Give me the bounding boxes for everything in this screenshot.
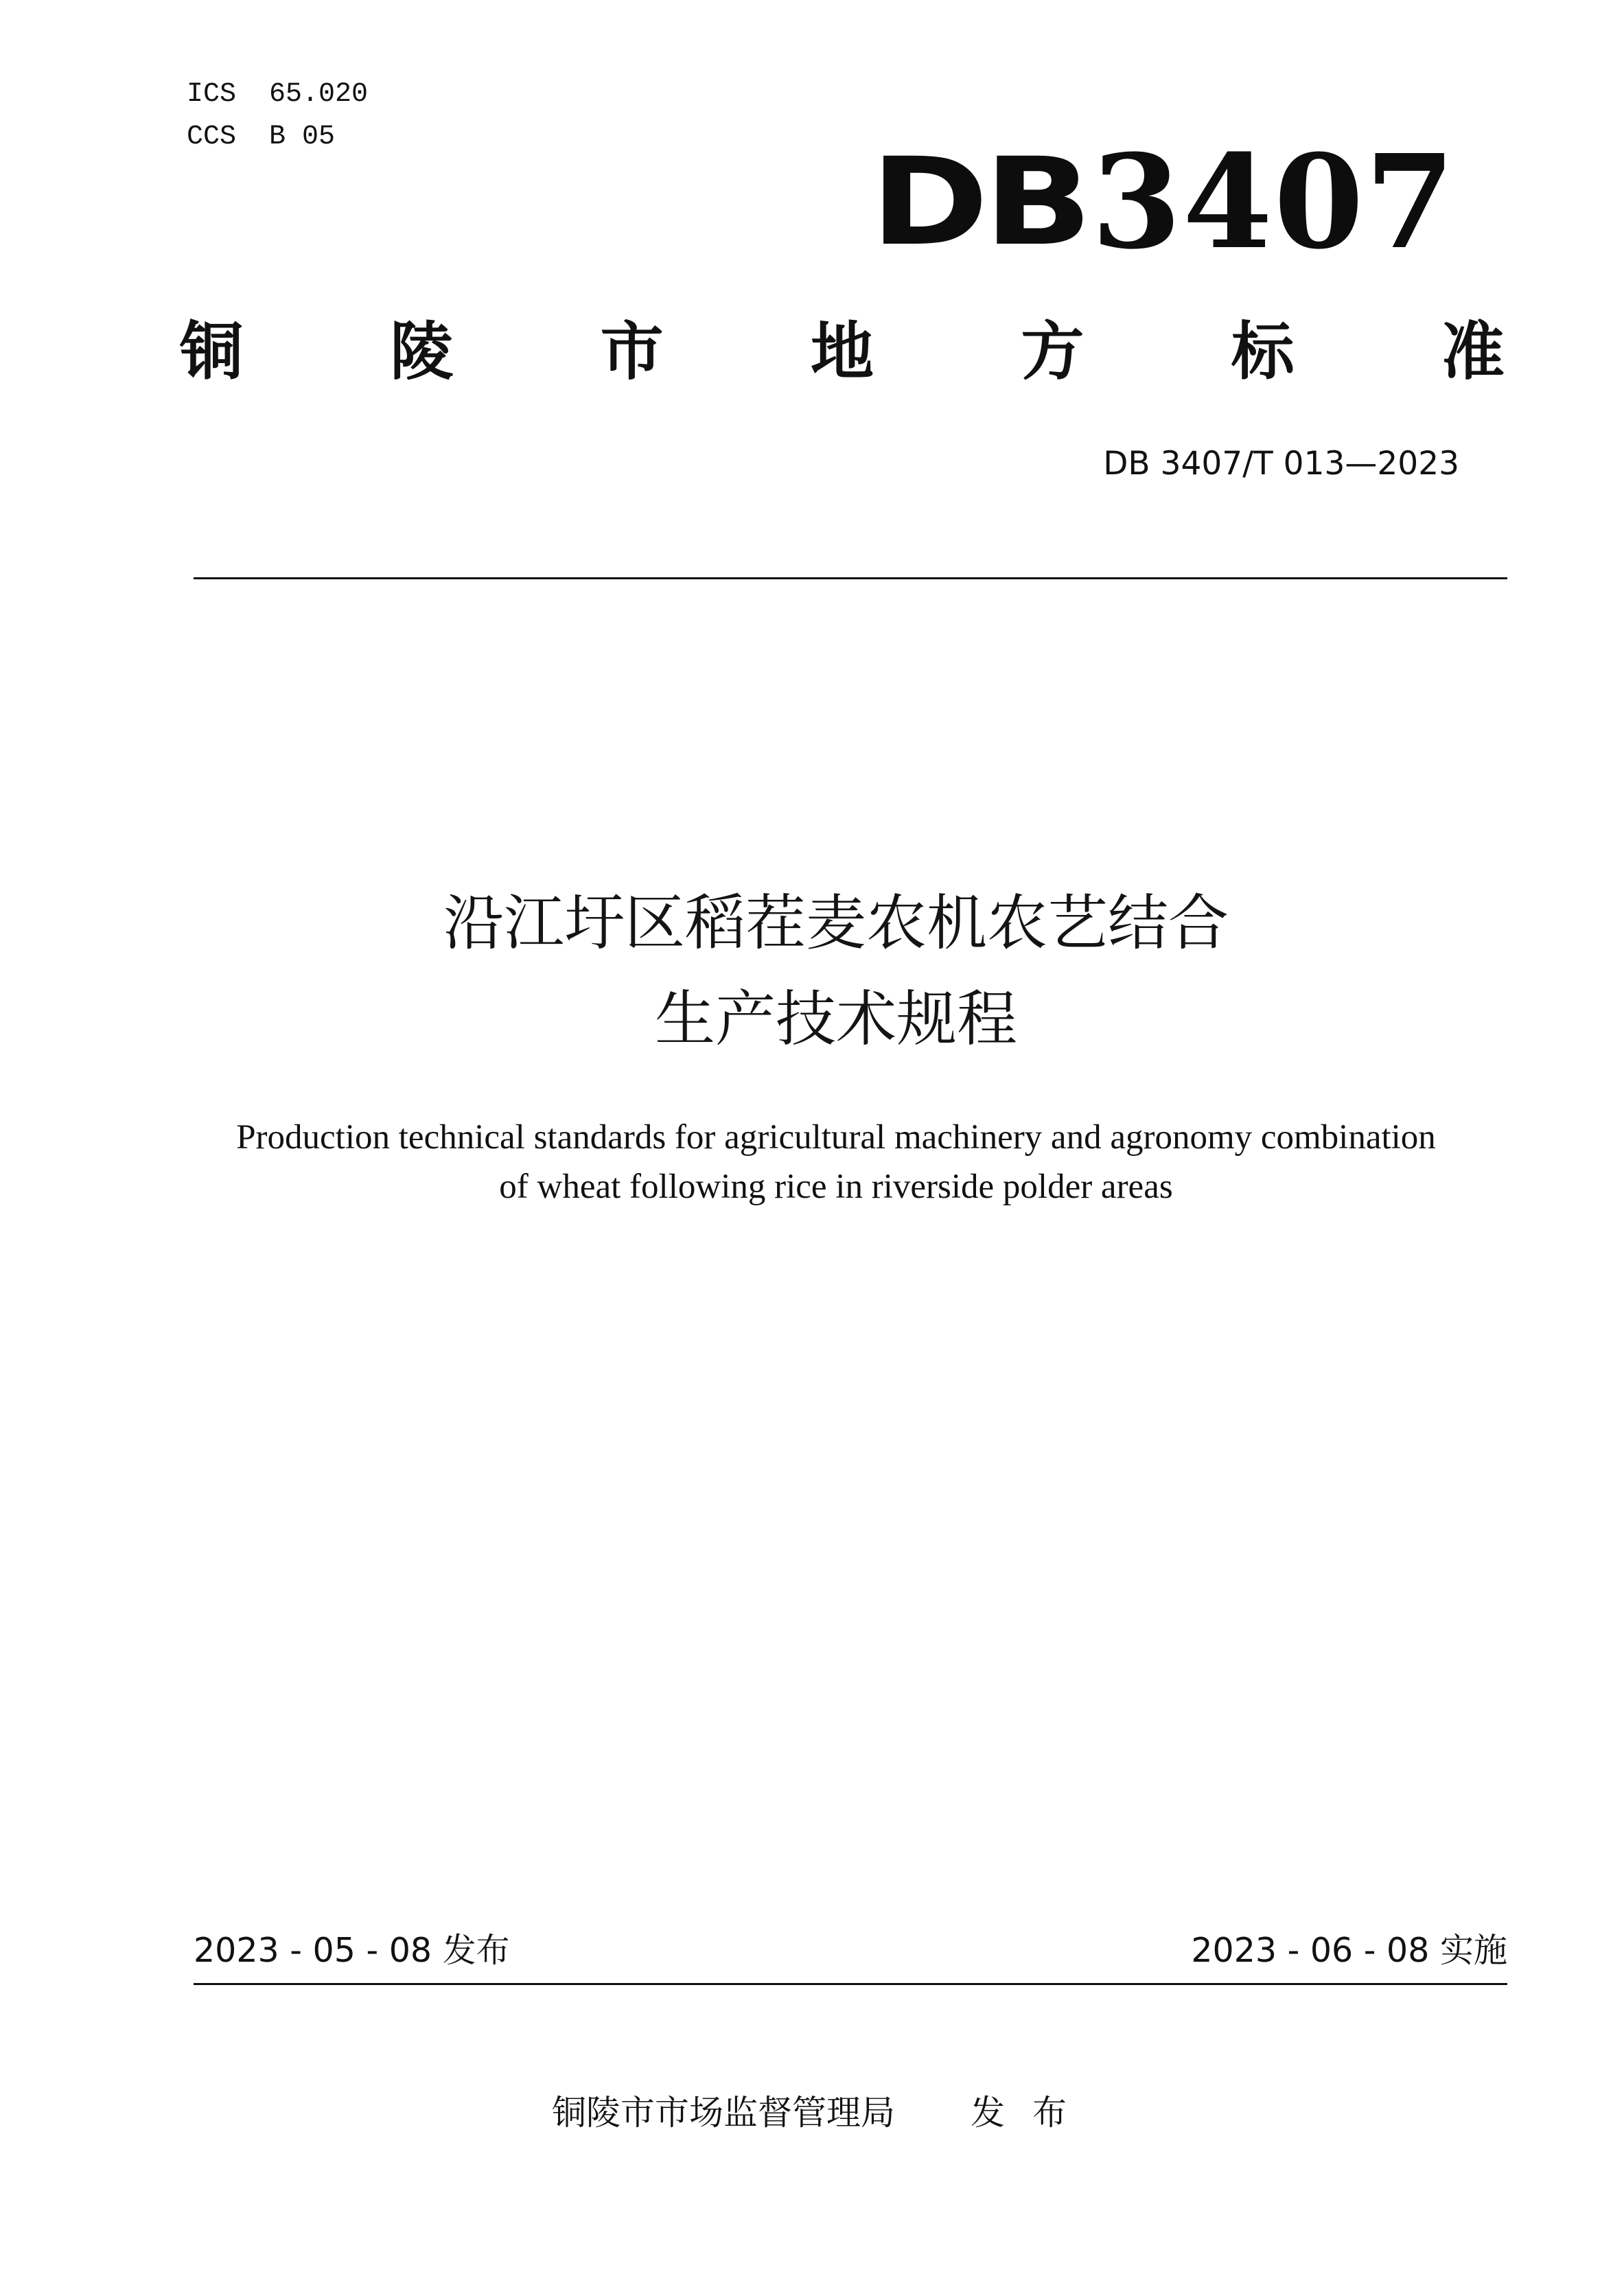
issuer-action: 发布 bbox=[971, 2093, 1094, 2133]
ics-code: ICS 65.020 bbox=[187, 79, 369, 110]
issuing-authority bbox=[552, 2091, 1094, 2135]
issuer-name: 铜陵市市场监督管理局 bbox=[552, 2093, 895, 2133]
standard-number: DB 3407/T 013—2023 bbox=[1103, 445, 1459, 483]
db-logo bbox=[870, 126, 1457, 278]
chinese-title-line-2: 生产技术规程 bbox=[654, 984, 1017, 1054]
db-logo-code: 3407 bbox=[1091, 126, 1457, 278]
standard-type-char: 陵 bbox=[390, 315, 454, 389]
standard-type-char: 铜 bbox=[180, 315, 244, 389]
standard-type-char: 市 bbox=[600, 315, 664, 389]
footer-divider bbox=[194, 1983, 1507, 1985]
db-logo-prefix: DB bbox=[870, 132, 1088, 272]
issue-date: 2023 - 05 - 08 发布 bbox=[194, 1931, 510, 1970]
standard-type-heading bbox=[180, 314, 1505, 390]
chinese-title-line-1: 沿江圩区稻茬麦农机农艺结合 bbox=[443, 888, 1229, 958]
standard-type-char: 方 bbox=[1021, 315, 1084, 389]
standard-type-char: 标 bbox=[1231, 315, 1295, 389]
english-title-line-2: of wheat following rice in riverside polder areas bbox=[499, 1168, 1173, 1206]
header-divider bbox=[194, 577, 1507, 579]
ccs-code: CCS B 05 bbox=[187, 121, 336, 152]
standard-type-char: 地 bbox=[810, 315, 874, 389]
english-title-line-1: Production technical standards for agricultural machinery and agronomy combination bbox=[236, 1118, 1436, 1157]
implementation-date: 2023 - 06 - 08 实施 bbox=[1191, 1931, 1507, 1970]
standard-type-char: 准 bbox=[1441, 315, 1505, 389]
